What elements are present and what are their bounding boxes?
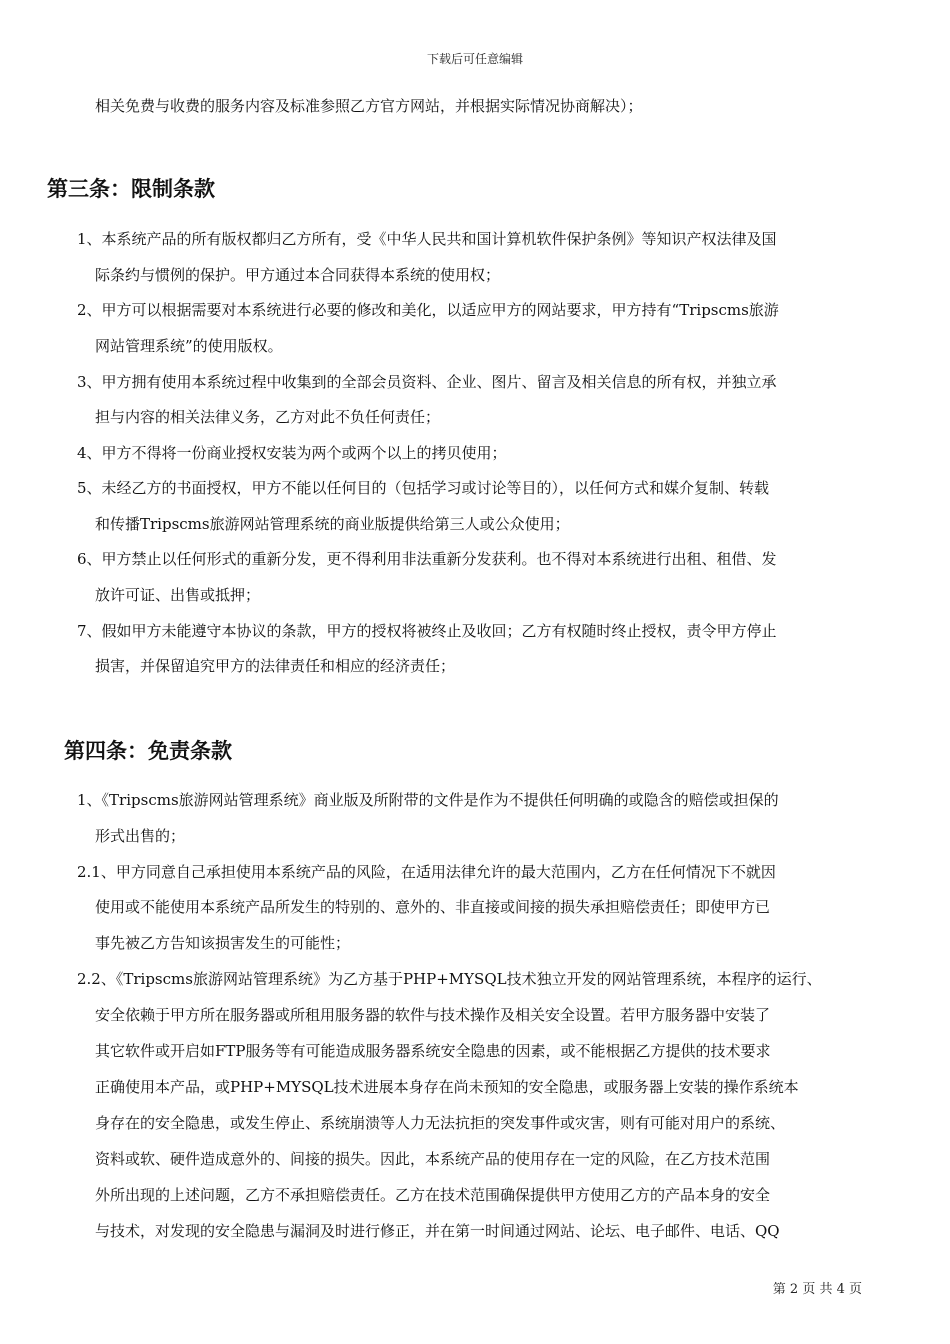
clause-line: 5、未经乙方的书面授权，甲方不能以任何目的（包括学习或讨论等目的），以任何方式和媒介复制、转载 [77,479,770,497]
page-header: 下载后可任意编辑 [426,52,523,66]
clause-line: 放许可证、出售或抵押； [95,586,261,604]
clause-line: 安全依赖于甲方所在服务器或所租用服务器的软件与技术操作及相关安全设置。若甲方服务器中安装了 [95,1006,771,1024]
clause-line: 际条约与惯例的保护。甲方通过本合同获得本系统的使用权； [95,266,501,284]
clause-line: 7、假如甲方未能遵守本协议的条款，甲方的授权将被终止及收回；乙方有权随时终止授权，责令甲方停止 [77,622,777,640]
clause-line: 其它软件或开启如FTP服务等有可能造成服务器系统安全隐患的因素，或不能根据乙方提供的技术要求 [95,1042,771,1060]
clause-line: 与技术，对发现的安全隐患与漏洞及时进行修正，并在第一时间通过网站、论坛、电子邮件、电话、QQ [95,1222,780,1240]
clause-line: 资料或软、硬件造成意外的、间接的损失。因此，本系统产品的使用存在一定的风险，在乙方技术范围 [95,1150,771,1168]
clause-line: 损害，并保留追究甲方的法律责任和相应的经济责任； [95,657,456,675]
clause-line: 正确使用本产品，或PHP+MYSQL技术进展本身存在尚未预知的安全隐患，或服务器上安装的操作系统本 [95,1078,799,1096]
clause-line: 网站管理系统”的使用版权。 [95,337,283,355]
clause-line: 事先被乙方告知该损害发生的可能性； [95,934,351,952]
clause-line: 4、甲方不得将一份商业授权安装为两个或两个以上的拷贝使用； [77,444,507,462]
clause-line: 1、《Tripscms旅游网站管理系统》商业版及所附带的文件是作为不提供任何明确的或隐含的赔偿或担保的 [77,791,779,809]
clause-line: 2、甲方可以根据需要对本系统进行必要的修改和美化，以适应甲方的网站要求，甲方持有“Tripscms旅游 [77,301,779,319]
clause-line: 2.1、甲方同意自己承担使用本系统产品的风险，在适用法律允许的最大范围内，乙方在任何情况下不就因 [77,863,776,881]
clause-line: 和传播Tripscms旅游网站管理系统的商业版提供给第三人或公众使用； [95,515,570,533]
section-4-title: 第四条：免责条款 [64,739,232,763]
clause-line: 3、甲方拥有使用本系统过程中收集到的全部会员资料、企业、图片、留言及相关信息的所有权，并独立承 [77,373,777,391]
clause-line: 6、甲方禁止以任何形式的重新分发，更不得利用非法重新分发获利。也不得对本系统进行出租、租借、发 [77,550,777,568]
clause-line: 1、本系统产品的所有版权都归乙方所有，受《中华人民共和国计算机软件保护条例》等知识产权法律及国 [77,230,777,248]
page-number: 第 2 页 共 4 页 [772,1282,862,1297]
section-3-title: 第三条：限制条款 [47,177,215,201]
clause-line: 使用或不能使用本系统产品所发生的特别的、意外的、非直接或间接的损失承担赔偿责任；即使甲方已 [95,898,771,916]
intro-line: 相关免费与收费的服务内容及标准参照乙方官方网站，并根据实际情况协商解决）； [95,97,643,115]
clause-line: 身存在的安全隐患，或发生停止、系统崩溃等人力无法抗拒的突发事件或灾害，则有可能对用户的系统、 [95,1114,786,1132]
clause-line: 担与内容的相关法律义务，乙方对此不负任何责任； [95,408,441,426]
clause-line: 形式出售的； [95,827,186,845]
clause-line: 外所出现的上述问题，乙方不承担赔偿责任。乙方在技术范围确保提供甲方使用乙方的产品本身的安全 [95,1186,771,1204]
clause-line: 2.2、《Tripscms旅游网站管理系统》为乙方基于PHP+MYSQL技术独立开发的网站管理系统，本程序的运行、 [77,970,822,988]
